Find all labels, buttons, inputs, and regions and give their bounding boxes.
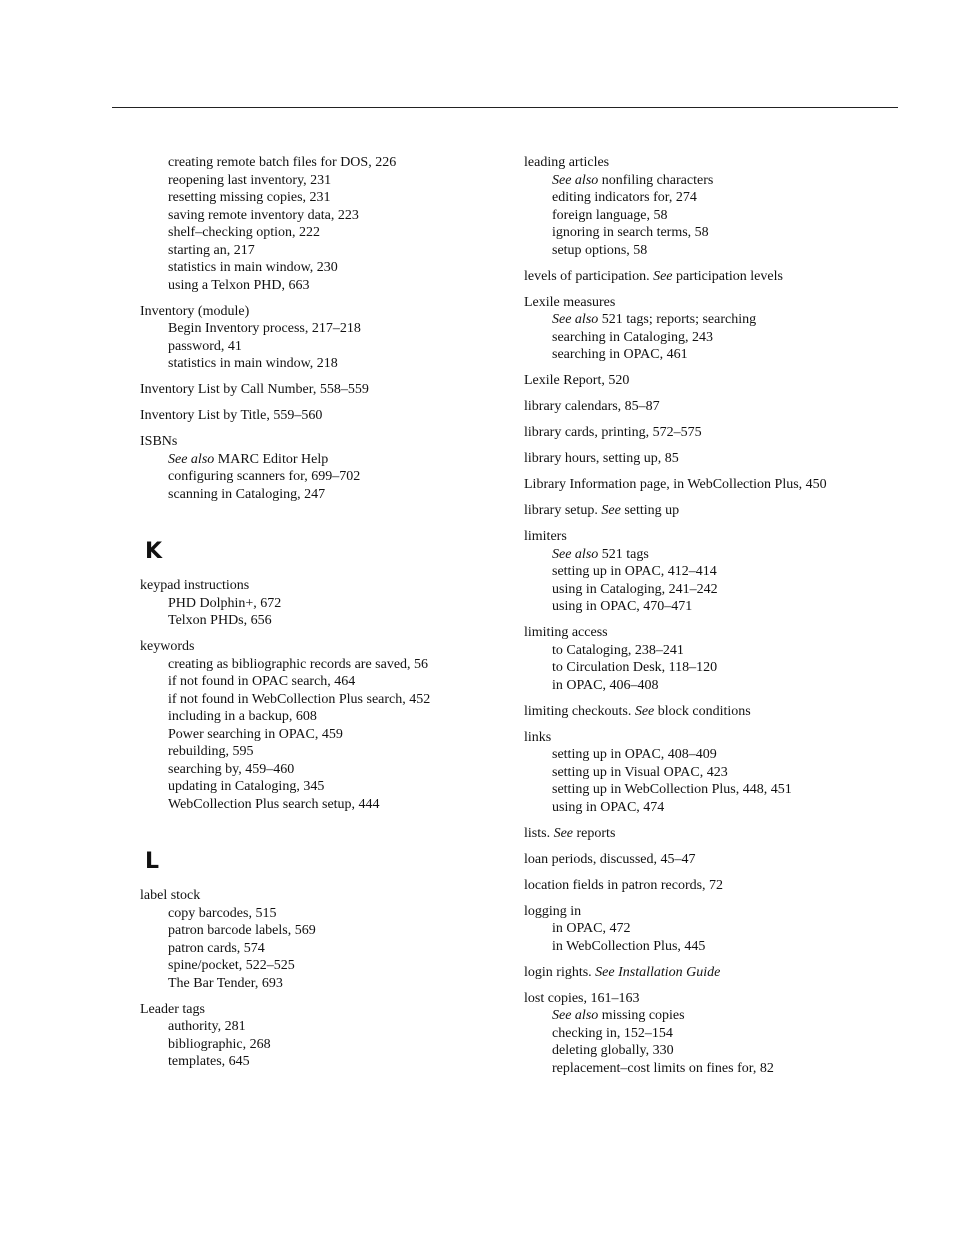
see-reference-target: block conditions: [654, 703, 751, 719]
see-also-target: nonfiling characters: [598, 172, 714, 188]
index-entry: [524, 964, 844, 982]
subentry: including in a backup, 608: [168, 709, 317, 724]
index-entry: [524, 877, 844, 895]
index-term-text: leading articles: [524, 155, 610, 170]
index-entry: [524, 502, 844, 520]
subentry: Telxon PHDs, 656: [168, 613, 272, 628]
index-entry: [524, 424, 844, 442]
index-term-text: links: [524, 729, 552, 745]
index-column-right: [524, 154, 844, 1086]
subentry: ignoring in search terms, 58: [552, 225, 709, 240]
see-also-label: See also: [168, 451, 215, 467]
index-term-text: library cards, printing, 572–575: [524, 425, 702, 440]
subentry: patron barcode labels, 569: [168, 923, 316, 938]
see-also-label: See also: [552, 312, 599, 327]
index-entry: [140, 154, 485, 294]
subentry: The Bar Tender, 693: [168, 975, 283, 991]
see-reference-label: See: [601, 503, 621, 518]
see-also-target: MARC Editor Help: [214, 451, 329, 467]
index-term: [140, 887, 485, 905]
see-reference-label: See: [553, 825, 574, 841]
subentry: copy barcodes, 515: [168, 905, 277, 921]
index-entry: [524, 851, 844, 869]
subentry-list: [140, 1018, 485, 1071]
see-also-target: 521 tags: [598, 546, 649, 562]
see-also-label: See also: [552, 172, 599, 188]
index-entry: [524, 990, 844, 1078]
index-term-text: library setup.: [524, 503, 598, 518]
see-also-line: [552, 172, 844, 190]
index-term-text: logging in: [524, 903, 582, 919]
subentry-list: [524, 311, 844, 364]
index-term: [524, 624, 844, 642]
subentry: templates, 645: [168, 1054, 250, 1069]
subentry: using in OPAC, 470–471: [552, 599, 693, 614]
index-term-text: label stock: [140, 888, 201, 903]
index-term: [524, 502, 844, 520]
index-term: [524, 851, 844, 869]
subentry: searching in OPAC, 461: [552, 347, 688, 362]
subentry: in WebCollection Plus, 445: [552, 938, 706, 954]
index-entry: [524, 476, 844, 494]
subentry-list: [524, 920, 844, 955]
subentry: searching by, 459–460: [168, 761, 295, 777]
see-reference-target: reports: [573, 825, 616, 841]
see-also-line: [168, 451, 485, 469]
subentry: resetting missing copies, 231: [168, 190, 331, 205]
index-term-text: library hours, setting up, 85: [524, 451, 679, 466]
index-term: [140, 407, 485, 425]
index-entry: [524, 450, 844, 468]
subentry: statistics in main window, 230: [168, 260, 338, 275]
index-term-text: keywords: [140, 639, 195, 654]
subentry-list: [524, 746, 844, 816]
index-term-text: lists.: [524, 825, 551, 841]
index-entry: [524, 398, 844, 416]
subentry: editing indicators for, 274: [552, 190, 697, 205]
subentry-list: [524, 642, 844, 695]
index-term-text: loan periods, discussed, 45–47: [524, 851, 696, 867]
header-rule: [112, 107, 898, 108]
subentry-list: [524, 546, 844, 616]
see-reference-label: See Installation Guide: [595, 964, 721, 980]
index-entry: [140, 638, 485, 813]
index-term: [524, 268, 844, 286]
index-term: [524, 424, 844, 442]
index-term: [524, 703, 844, 721]
index-entry: [140, 577, 485, 630]
index-term-text: Inventory (module): [140, 303, 250, 319]
see-reference-target: setting up: [620, 503, 680, 518]
subentry: configuring scanners for, 699–702: [168, 469, 361, 484]
subentry: setup options, 58: [552, 242, 648, 258]
index-entry: [524, 624, 844, 694]
subentry: creating remote batch files for DOS, 226: [168, 155, 397, 170]
section-letter: K: [145, 539, 163, 564]
subentry: using a Telxon PHD, 663: [168, 277, 310, 293]
subentry: bibliographic, 268: [168, 1036, 271, 1052]
index-entry: [524, 154, 844, 259]
index-term: [524, 450, 844, 468]
index-term-text: limiting access: [524, 625, 608, 640]
subentry: to Cataloging, 238–241: [552, 642, 684, 658]
subentry: setting up in WebCollection Plus, 448, 451: [552, 782, 792, 797]
subentry: saving remote inventory data, 223: [168, 207, 359, 223]
index-entry: [140, 381, 485, 399]
index-entry: [140, 303, 485, 373]
subentry: updating in Cataloging, 345: [168, 779, 325, 794]
index-term: [140, 1001, 485, 1019]
see-also-line: [552, 311, 844, 329]
index-column-left: [140, 154, 485, 1079]
subentry: password, 41: [168, 338, 242, 354]
index-term-text: limiters: [524, 529, 567, 544]
index-term: [524, 476, 844, 494]
subentry: searching in Cataloging, 243: [552, 329, 713, 345]
index-term-text: limiting checkouts.: [524, 703, 632, 719]
subentry: creating as bibliographic records are saved, 56: [168, 656, 429, 672]
index-term: [524, 903, 844, 921]
index-term: [524, 528, 844, 546]
index-term-text: Lexile Report, 520: [524, 373, 630, 388]
index-term-text: keypad instructions: [140, 578, 250, 593]
index-entry: [140, 433, 485, 503]
subentry: in OPAC, 472: [552, 921, 631, 936]
subentry: rebuilding, 595: [168, 744, 254, 759]
see-also-label: See also: [552, 546, 599, 562]
index-term-text: location fields in patron records, 72: [524, 877, 724, 893]
index-term: [140, 381, 485, 399]
see-reference-target: participation levels: [672, 268, 783, 284]
subentry: setting up in Visual OPAC, 423: [552, 764, 728, 780]
subentry: if not found in OPAC search, 464: [168, 674, 356, 689]
index-term-text: Inventory List by Call Number, 558–559: [140, 382, 369, 397]
index-entry: [524, 372, 844, 390]
subentry-list: [140, 451, 485, 504]
subentry: setting up in OPAC, 408–409: [552, 747, 717, 762]
subentry-list: [140, 320, 485, 373]
subentry: spine/pocket, 522–525: [168, 958, 295, 973]
index-term-text: Library Information page, in WebCollection Plus, 450: [524, 477, 827, 492]
subentry: reopening last inventory, 231: [168, 172, 332, 188]
index-term-text: Inventory List by Title, 559–560: [140, 408, 323, 423]
subentry-list: [140, 656, 485, 814]
subentry: in OPAC, 406–408: [552, 677, 659, 693]
subentry: to Circulation Desk, 118–120: [552, 660, 718, 675]
subentry: starting an, 217: [168, 242, 255, 258]
subentry-list: [524, 172, 844, 260]
subentry: using in OPAC, 474: [552, 799, 665, 815]
index-term: [524, 729, 844, 747]
index-term: [524, 398, 844, 416]
index-entry: [140, 407, 485, 425]
index-term-text: Lexile measures: [524, 294, 616, 310]
subentry: statistics in main window, 218: [168, 356, 338, 371]
index-term: [524, 294, 844, 312]
index-term: [524, 372, 844, 390]
index-term: [524, 964, 844, 982]
index-term-text: lost copies, 161–163: [524, 990, 640, 1006]
see-also-target: missing copies: [598, 1008, 685, 1023]
index-term: [524, 825, 844, 843]
index-entry: [140, 887, 485, 992]
index-entry: [524, 703, 844, 721]
index-term-text: library calendars, 85–87: [524, 399, 660, 414]
see-also-line: [552, 546, 844, 564]
subentry: replacement–cost limits on fines for, 82: [552, 1060, 774, 1076]
index-entry: [524, 294, 844, 364]
subentry: foreign language, 58: [552, 207, 668, 223]
subentry: authority, 281: [168, 1019, 246, 1034]
index-term: [524, 877, 844, 895]
index-term-text: levels of participation.: [524, 268, 650, 284]
index-entry: [524, 903, 844, 956]
see-reference-label: See: [634, 703, 655, 719]
index-term-text: Leader tags: [140, 1001, 205, 1017]
index-term: [524, 154, 844, 172]
subentry: setting up in OPAC, 412–414: [552, 564, 717, 579]
section-letter: L: [145, 849, 160, 874]
index-term: [140, 638, 485, 656]
index-entry: [524, 268, 844, 286]
subentry: Power searching in OPAC, 459: [168, 726, 343, 742]
subentry-list: [140, 154, 485, 294]
subentry: checking in, 152–154: [552, 1025, 673, 1041]
subentry-list: [524, 1007, 844, 1077]
subentry: if not found in WebCollection Plus search, 452: [168, 691, 431, 707]
index-entry: [140, 1001, 485, 1071]
see-also-line: [552, 1007, 844, 1025]
subentry: shelf–checking option, 222: [168, 225, 321, 240]
index-term: [140, 577, 485, 595]
subentry: WebCollection Plus search setup, 444: [168, 796, 380, 812]
index-term: [140, 433, 485, 451]
subentry: scanning in Cataloging, 247: [168, 486, 326, 502]
see-also-target: 521 tags; reports; searching: [598, 312, 757, 327]
subentry: using in Cataloging, 241–242: [552, 581, 718, 597]
subentry: PHD Dolphin+, 672: [168, 595, 282, 611]
index-entry: [524, 729, 844, 817]
index-term-text: ISBNs: [140, 434, 178, 449]
index-entry: [524, 528, 844, 616]
subentry-list: [140, 905, 485, 993]
index-term: [524, 990, 844, 1008]
subentry-list: [140, 595, 485, 630]
subentry: deleting globally, 330: [552, 1043, 674, 1058]
index-term-text: login rights.: [524, 964, 592, 980]
index-entry: [524, 825, 844, 843]
subentry: Begin Inventory process, 217–218: [168, 321, 361, 336]
index-term: [140, 303, 485, 321]
subentry: patron cards, 574: [168, 940, 265, 956]
see-also-label: See also: [552, 1008, 599, 1023]
see-reference-label: See: [653, 268, 673, 284]
